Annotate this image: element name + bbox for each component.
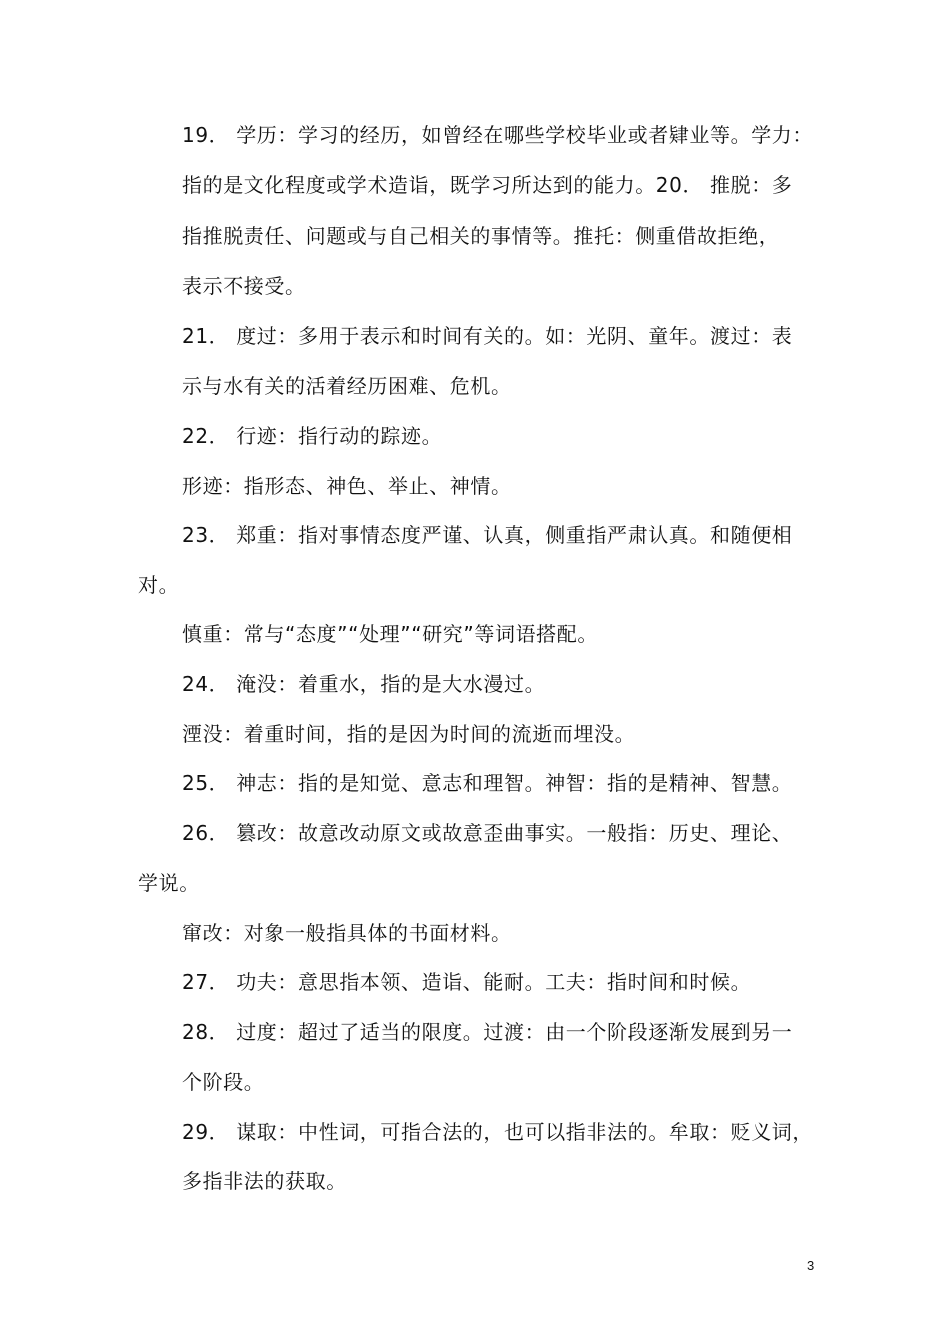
text-line: 26． 篡改：故意改动原文或故意歪曲事实。一般指：历史、理论、 bbox=[182, 821, 793, 845]
text-line: 多指非法的获取。 bbox=[182, 1169, 347, 1193]
text-line: 湮没：着重时间，指的是因为时间的流逝而埋没。 bbox=[182, 722, 636, 746]
text-line: 窜改：对象一般指具体的书面材料。 bbox=[182, 921, 512, 945]
text-line: 示与水有关的活着经历困难、危机。 bbox=[182, 374, 512, 398]
text-line: 21． 度过：多用于表示和时间有关的。如：光阴、童年。渡过：表 bbox=[182, 324, 793, 348]
text-line: 指推脱责任、问题或与自己相关的事情等。推托：侧重借故拒绝， bbox=[182, 224, 780, 248]
text-line: 23． 郑重：指对事情态度严谨、认真，侧重指严肃认真。和随便相 bbox=[182, 523, 793, 547]
text-line: 27． 功夫：意思指本领、造诣、能耐。工夫：指时间和时候。 bbox=[182, 970, 752, 994]
text-line: 28． 过度：超过了适当的限度。过渡：由一个阶段逐渐发展到另一 bbox=[182, 1020, 793, 1044]
text-line: 19． 学历：学习的经历，如曾经在哪些学校毕业或者肄业等。学力： bbox=[182, 123, 814, 147]
text-line: 形迹：指形态、神色、举止、神情。 bbox=[182, 474, 512, 498]
text-line: 指的是文化程度或学术造诣，既学习所达到的能力。20． 推脱：多 bbox=[182, 173, 793, 197]
text-line: 对。 bbox=[138, 573, 180, 597]
text-line: 24． 淹没：着重水，指的是大水漫过。 bbox=[182, 672, 546, 696]
text-line: 25． 神志：指的是知觉、意志和理智。神智：指的是精神、智慧。 bbox=[182, 771, 793, 795]
page-number: 3 bbox=[807, 1258, 815, 1273]
text-line: 慎重：常与“态度”“处理”“研究”等词语搭配。 bbox=[182, 622, 598, 646]
text-line: 表示不接受。 bbox=[182, 274, 306, 298]
text-line: 29． 谋取：中性词，可指合法的，也可以指非法的。牟取：贬义词， bbox=[182, 1120, 814, 1144]
text-line: 学说。 bbox=[138, 871, 200, 895]
text-line: 22． 行迹：指行动的踪迹。 bbox=[182, 424, 443, 448]
text-line: 个阶段。 bbox=[182, 1070, 265, 1094]
